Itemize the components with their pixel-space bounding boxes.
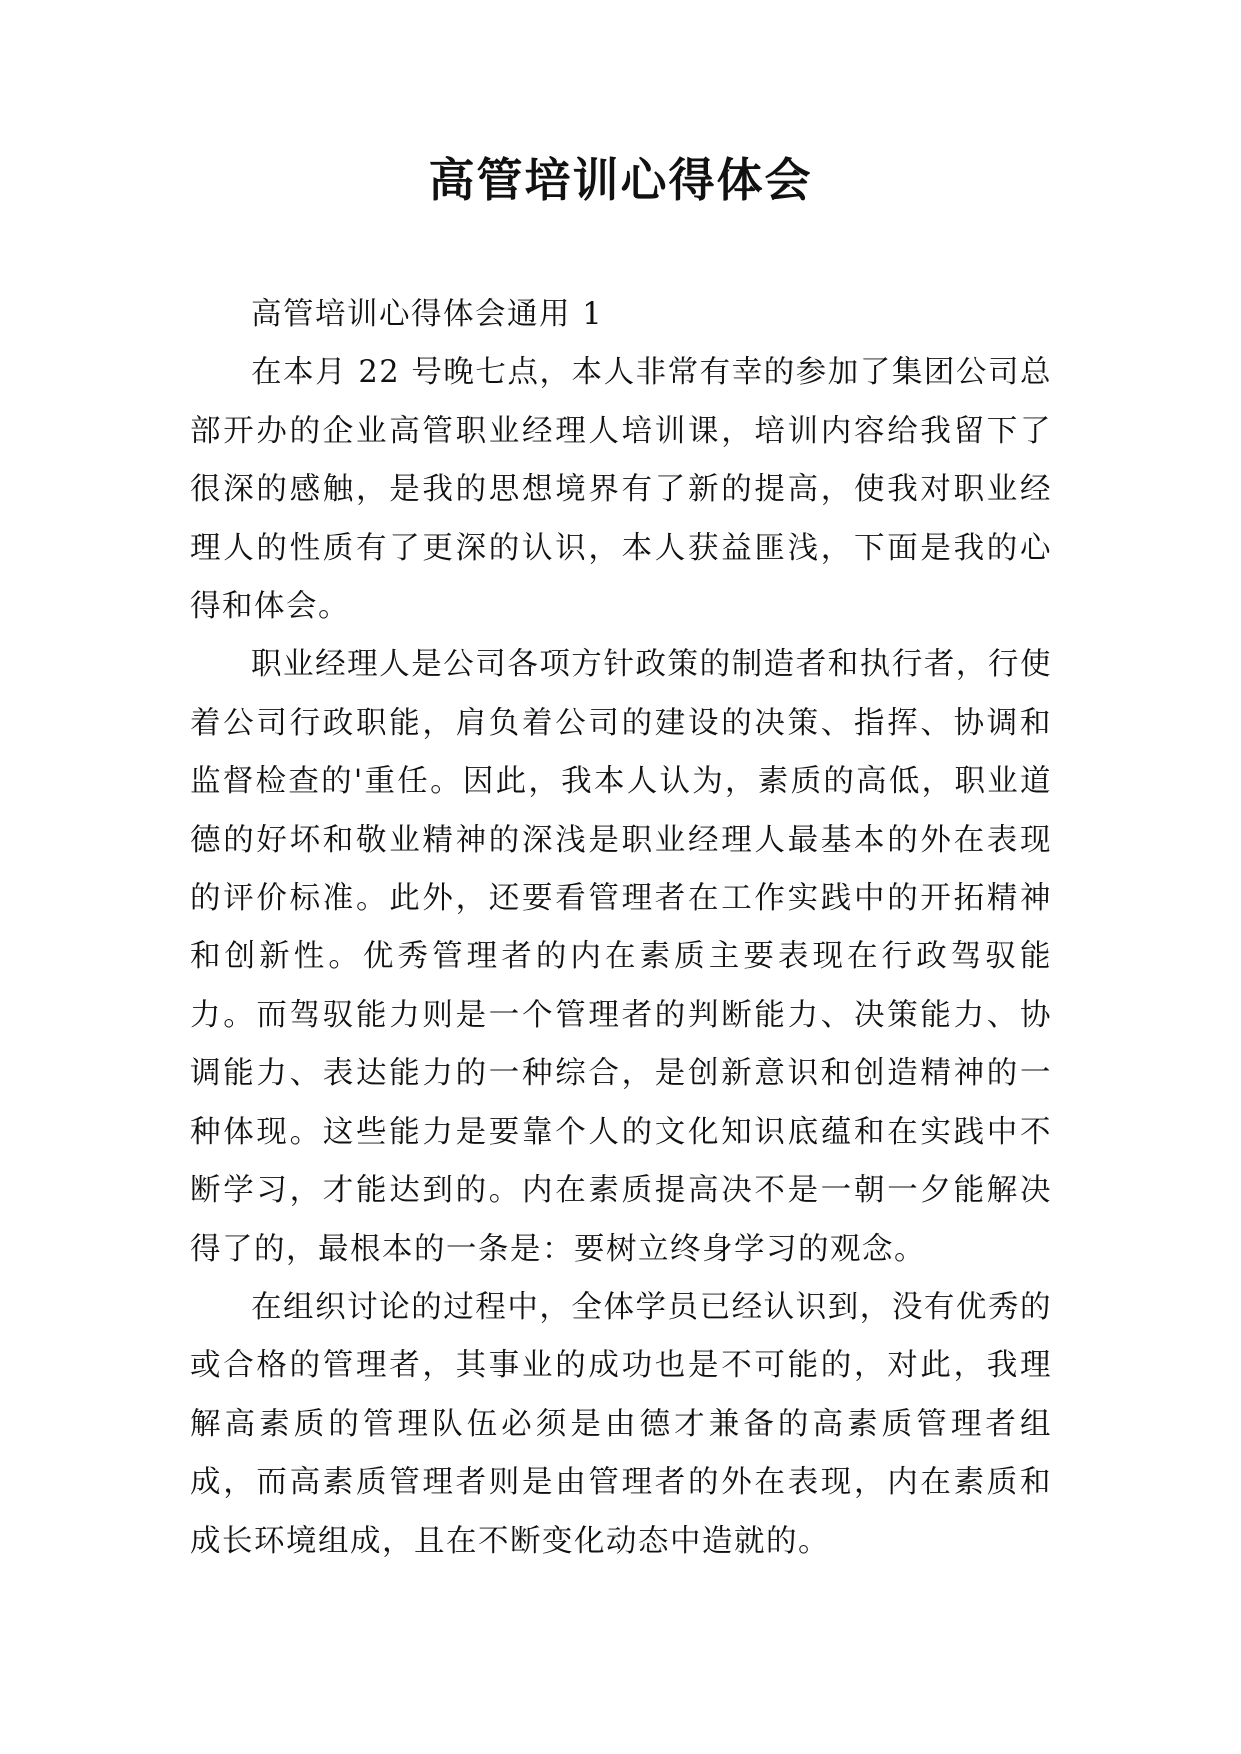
paragraph-heading: 高管培训心得体会通用 1 xyxy=(251,297,604,332)
document-title: 高管培训心得体会 xyxy=(428,153,813,207)
paragraph: 在组织讨论的过程中，全体学员已经认识到，没有优秀的或合格的管理者，其事业的成功也是不可能的，对此，我理解高素质的管理队伍必须是由德才兼备的高素质管理者组成，而高素质管理者则是由管理者的外在表现，内在素质和成长环境组成，且在不断变化动态中造就的。 xyxy=(190,1289,1052,1559)
paragraph: 职业经理人是公司各项方针政策的制造者和执行者，行使着公司行政职能，肩负着公司的建设的决策、指挥、协调和监督检查的'重任。因此，我本人认为，素质的高低，职业道德的好坏和敬业精神的深浅是职业经理人最基本的外在表现的评价标准。此外，还要看管理者在工作实践中的开拓精神和创新性。优秀管理者的内在素质主要表现在行政驾驭能力。而驾驭能力则是一个管理者的判断能力、决策能力、协调能力、表达能力的一种综合，是创新意识和创造精神的一种体现。这些能力是要靠个人的文化知识底蕴和在实践中不断学习，才能达到的。内在素质提高决不是一朝一夕能解决得了的，最根本的一条是：要树立终身学习的观念。 xyxy=(190,647,1052,1267)
paragraph: 在本月 22 号晚七点，本人非常有幸的参加了集团公司总部开办的企业高管职业经理人培训课，培训内容给我留下了很深的感触，是我的思想境界有了新的提高，使我对职业经理人的性质有了更深的认识，本人获益匪浅，下面是我的心得和体会。 xyxy=(190,355,1052,625)
document-body xyxy=(190,286,1052,1571)
